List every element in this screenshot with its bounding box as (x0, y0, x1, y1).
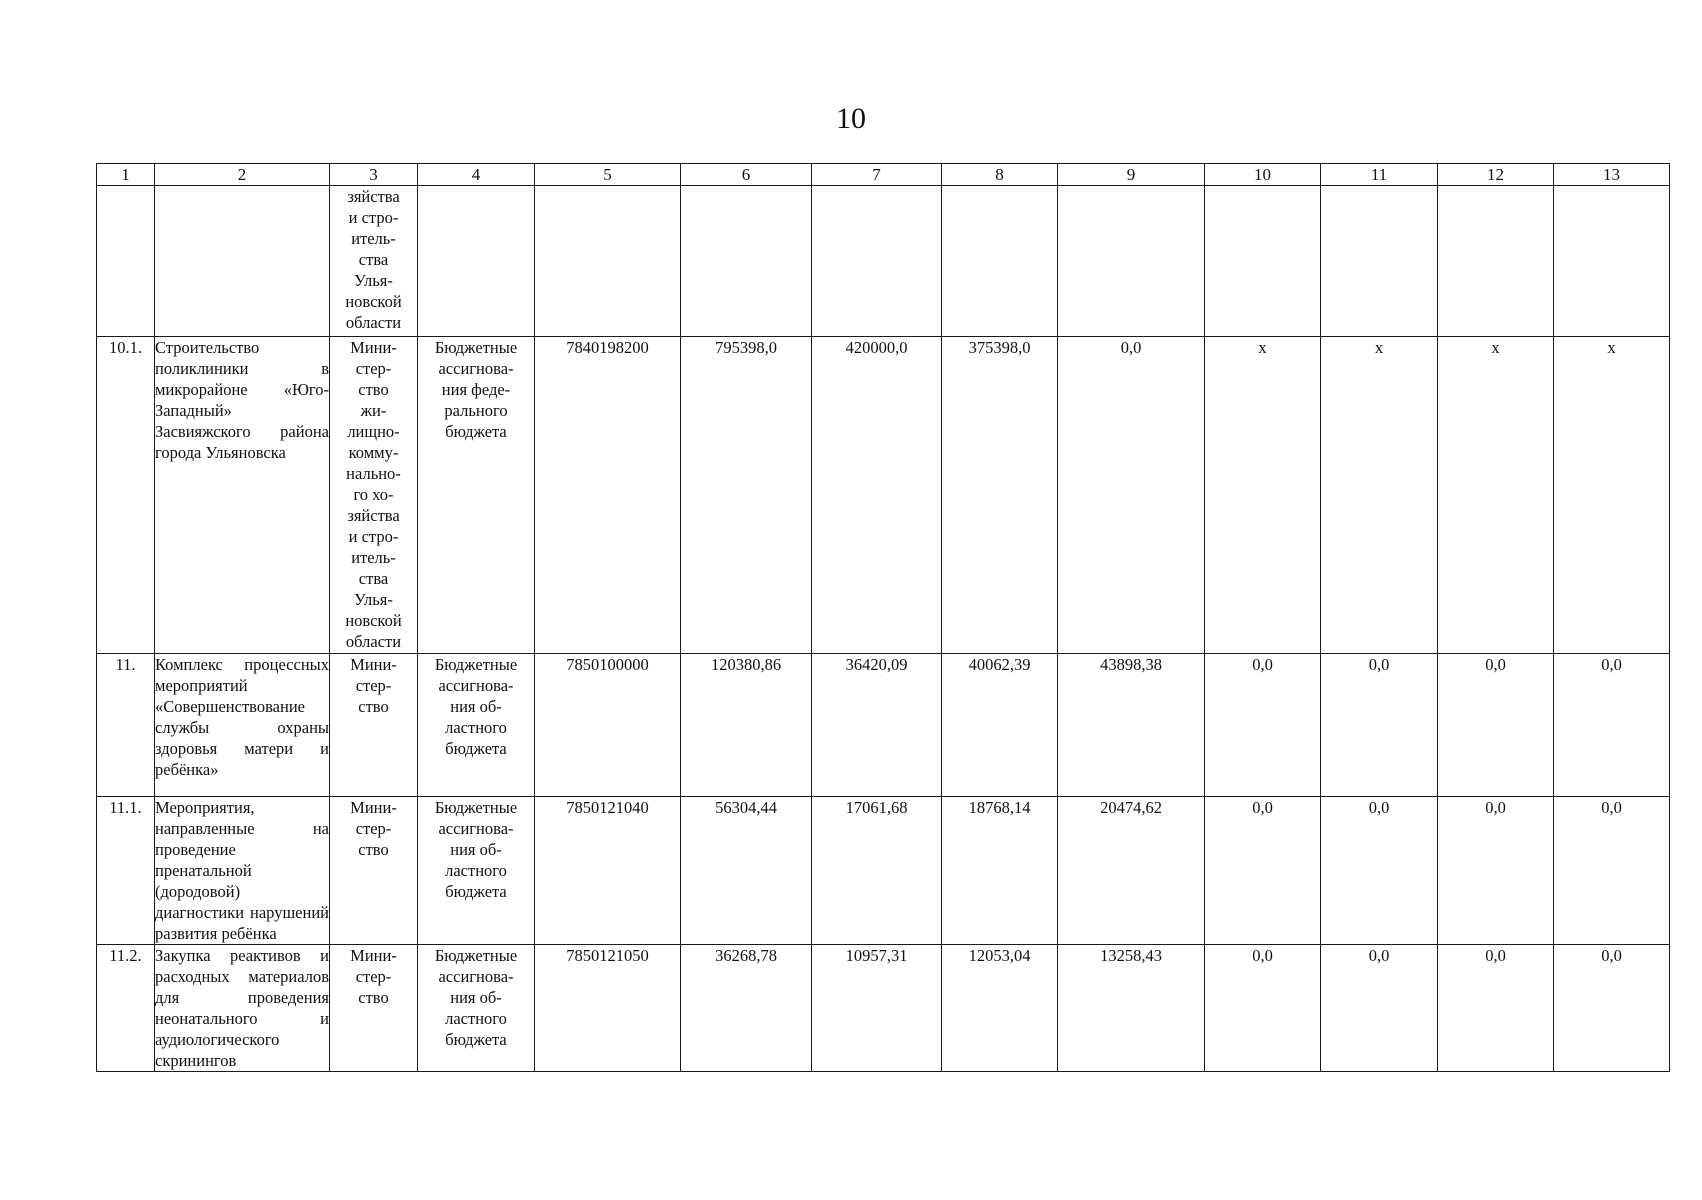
year-value-cell: х (1554, 337, 1670, 654)
column-number-cell: 4 (418, 164, 535, 186)
year-value-cell: 18768,14 (942, 797, 1058, 945)
column-number-cell: 13 (1554, 164, 1670, 186)
column-number-cell: 8 (942, 164, 1058, 186)
code-cell: 7840198200 (535, 337, 681, 654)
funding-source-cell: Бюджетные ассигнова- ния об- ластного бюджета (418, 797, 535, 945)
year-value-cell: 0,0 (1205, 945, 1321, 1072)
item-number-cell (97, 186, 155, 337)
total-cell: 36268,78 (681, 945, 812, 1072)
year-value-cell (812, 186, 942, 337)
year-value-cell (1058, 186, 1205, 337)
item-number-cell: 11. (97, 654, 155, 797)
year-value-cell: х (1205, 337, 1321, 654)
year-value-cell: х (1438, 337, 1554, 654)
column-number-cell: 11 (1321, 164, 1438, 186)
funding-source-cell: Бюджетные ассигнова- ния феде- рального бюджета (418, 337, 535, 654)
year-value-cell: 0,0 (1058, 337, 1205, 654)
year-value-cell: 10957,31 (812, 945, 942, 1072)
year-value-cell: 20474,62 (1058, 797, 1205, 945)
year-value-cell: 420000,0 (812, 337, 942, 654)
year-value-cell (1554, 186, 1670, 337)
code-cell (535, 186, 681, 337)
item-name-cell: Строительство поликлиники в микрорайоне «Юго-Западный» Засвияжского района города Ульяновска (155, 337, 330, 654)
year-value-cell: 36420,09 (812, 654, 942, 797)
column-number-cell: 10 (1205, 164, 1321, 186)
item-name-cell: Мероприятия, направленные на проведение пренатальной (дородовой) диагностики нарушений развития ребёнка (155, 798, 329, 943)
item-number-cell: 10.1. (97, 337, 155, 654)
year-value-cell (1205, 186, 1321, 337)
year-value-cell: 13258,43 (1058, 945, 1205, 1072)
year-value-cell: 0,0 (1438, 797, 1554, 945)
item-number-cell: 11.2. (97, 945, 155, 1072)
year-value-cell: 0,0 (1321, 797, 1438, 945)
total-cell: 120380,86 (681, 654, 812, 797)
total-cell: 56304,44 (681, 797, 812, 945)
year-value-cell: 0,0 (1554, 797, 1670, 945)
year-value-cell: 43898,38 (1058, 654, 1205, 797)
column-number-cell: 9 (1058, 164, 1205, 186)
year-value-cell: 0,0 (1438, 945, 1554, 1072)
year-value-cell (1438, 186, 1554, 337)
year-value-cell: 12053,04 (942, 945, 1058, 1072)
executor-cell: Мини- стер- ство (330, 945, 418, 1072)
item-number-cell: 11.1. (97, 797, 155, 945)
column-number-cell: 1 (97, 164, 155, 186)
year-value-cell: 0,0 (1554, 654, 1670, 797)
funding-source-cell: Бюджетные ассигнова- ния об- ластного бюджета (418, 654, 535, 797)
column-number-cell: 5 (535, 164, 681, 186)
budget-table (96, 163, 1670, 1072)
code-cell: 7850121050 (535, 945, 681, 1072)
year-value-cell: 375398,0 (942, 337, 1058, 654)
column-number-cell: 7 (812, 164, 942, 186)
year-value-cell: 0,0 (1205, 654, 1321, 797)
year-value-cell: 17061,68 (812, 797, 942, 945)
executor-cell: зяйства и стро- итель- ства Улья- новской области (330, 186, 418, 337)
year-value-cell: 0,0 (1321, 945, 1438, 1072)
total-cell: 795398,0 (681, 337, 812, 654)
funding-source-cell: Бюджетные ассигнова- ния об- ластного бюджета (418, 945, 535, 1072)
year-value-cell: 0,0 (1205, 797, 1321, 945)
column-number-cell: 3 (330, 164, 418, 186)
code-cell: 7850100000 (535, 654, 681, 797)
year-value-cell (942, 186, 1058, 337)
column-number-cell: 12 (1438, 164, 1554, 186)
funding-source-cell (418, 186, 535, 337)
total-cell (681, 186, 812, 337)
table-row (97, 337, 1670, 654)
column-number-cell: 2 (155, 164, 330, 186)
table-row (97, 186, 1670, 337)
year-value-cell: 40062,39 (942, 654, 1058, 797)
page-number: 10 (836, 102, 866, 135)
item-name-cell: Комплекс процессных мероприятий «Совершенствование службы охраны здоровья матери и ребёнка» (155, 654, 330, 797)
year-value-cell: 0,0 (1438, 654, 1554, 797)
table-row (97, 797, 1670, 945)
year-value-cell: 0,0 (1321, 654, 1438, 797)
year-value-cell: х (1321, 337, 1438, 654)
item-name-cell: Закупка реактивов и расходных материалов для проведения неонатального и аудиологического скринингов (155, 946, 329, 1070)
column-number-row (97, 164, 1670, 186)
table-row (97, 654, 1670, 797)
executor-cell: Мини- стер- ство (330, 654, 418, 797)
executor-cell: Мини- стер- ство жи- лищно- комму- нально- го хо- зяйства и стро- итель- ства Улья- новской области (330, 337, 418, 654)
code-cell: 7850121040 (535, 797, 681, 945)
table-row (97, 945, 1670, 1072)
year-value-cell: 0,0 (1554, 945, 1670, 1072)
column-number-cell: 6 (681, 164, 812, 186)
year-value-cell (1321, 186, 1438, 337)
item-name-cell (155, 186, 330, 337)
executor-cell: Мини- стер- ство (330, 797, 418, 945)
